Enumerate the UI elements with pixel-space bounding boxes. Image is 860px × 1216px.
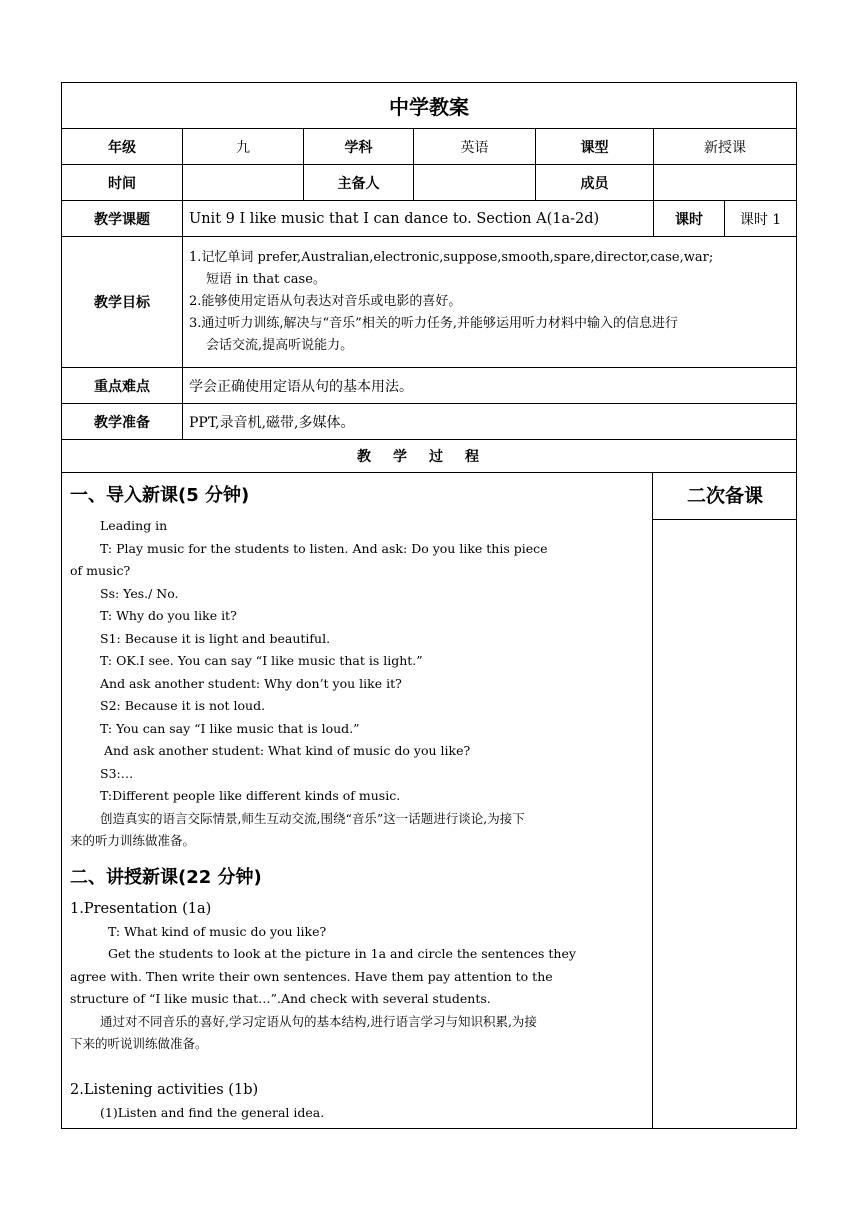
- time-label: 时间: [62, 165, 183, 201]
- text-line: agree with. Then write their own sentences. Have them pay attention to the: [70, 968, 553, 984]
- text-line: S3:…: [100, 765, 134, 781]
- text-line: (1)Listen and find the general idea.: [100, 1104, 325, 1120]
- objective-line: 3.通过听力训练,解决与“音乐”相关的听力任务,并能够运用听力材料中输入的信息进行: [189, 316, 678, 331]
- text-line: T: Play music for the students to listen. And ask: Do you like this piece: [100, 540, 548, 556]
- text-line: Leading in: [100, 518, 168, 533]
- objective-line: 2.能够使用定语从句表达对音乐或电影的喜好。: [189, 294, 462, 309]
- second-prep-heading: 二次备课: [653, 473, 797, 520]
- objective-line: 1.记忆单词 prefer,Australian,electronic,suppose,smooth,spare,director,case,war;: [189, 250, 714, 265]
- text-line: 来的听力训练做准备。: [70, 833, 196, 848]
- text-line: T:Different people like different kinds of music.: [100, 788, 401, 803]
- topic-label: 教学课题: [62, 201, 183, 237]
- grade-label: 年级: [62, 129, 183, 165]
- text-line: Get the students to look at the picture in 1a and circle the sentences they: [108, 946, 576, 961]
- lesson-plan: [61, 82, 796, 1129]
- period-label: 课时: [654, 201, 725, 237]
- text-line: T: What kind of music do you like?: [108, 923, 327, 939]
- section-heading: 一、导入新课(5 分钟): [70, 485, 250, 506]
- second-prep-column: [653, 473, 797, 1128]
- text-line: And ask another student: Why don’t you like it?: [100, 675, 402, 691]
- text-line: S2: Because it is not loud.: [100, 698, 266, 713]
- period-value: 课时 1: [725, 201, 797, 237]
- text-line: of music?: [70, 563, 131, 578]
- objective-line: 短语 in that case。: [206, 272, 326, 287]
- objective-line: 会话交流,提高听说能力。: [206, 338, 354, 353]
- text-line: S1: Because it is light and beautiful.: [100, 630, 331, 646]
- subsection-heading: 1.Presentation (1a): [70, 900, 212, 917]
- lesson-plan-table: [61, 82, 797, 1129]
- keypoints-label: 重点难点: [62, 368, 183, 404]
- lead-value: [414, 165, 536, 201]
- text-line: And ask another student: What kind of music do you like?: [100, 743, 471, 758]
- subject-label: 学科: [304, 129, 414, 165]
- type-value: 新授课: [654, 129, 797, 165]
- objectives-label: 教学目标: [62, 237, 183, 368]
- text-line: 创造真实的语言交际情景,师生互动交流,围绕“音乐”这一话题进行谈论,为接下: [100, 810, 525, 826]
- subsection-heading: 2.Listening activities (1b): [70, 1081, 259, 1098]
- subject-value: 英语: [414, 129, 536, 165]
- text-line: 通过对不同音乐的喜好,学习定语从句的基本结构,进行语言学习与知识积累,为接: [100, 1013, 537, 1029]
- time-value: [183, 165, 304, 201]
- keypoints-value: 学会正确使用定语从句的基本用法。: [183, 368, 797, 404]
- process-content: [62, 473, 653, 1128]
- member-value: [654, 165, 797, 201]
- grade-value: 九: [183, 129, 304, 165]
- prep-value: PPT,录音机,磁带,多媒体。: [183, 404, 797, 440]
- type-label: 课型: [536, 129, 654, 165]
- text-line: T: Why do you like it?: [100, 608, 237, 623]
- lead-label: 主备人: [304, 165, 414, 201]
- objectives-content: [183, 237, 797, 368]
- text-line: Ss: Yes./ No.: [100, 585, 179, 601]
- text-line: 下来的听说训练做准备。: [70, 1036, 208, 1051]
- prep-label: 教学准备: [62, 404, 183, 440]
- member-label: 成员: [536, 165, 654, 201]
- process-heading: 教学过程: [62, 440, 797, 473]
- section-heading: 二、讲授新课(22 分钟): [70, 866, 262, 888]
- text-line: T: You can say “I like music that is loud.”: [100, 720, 360, 736]
- process-body: [62, 473, 797, 1129]
- topic-value: Unit 9 I like music that I can dance to. Section A(1a-2d): [183, 201, 654, 237]
- text-line: structure of “I like music that…”.And check with several students.: [70, 991, 491, 1006]
- page-title: 中学教案: [62, 83, 797, 129]
- text-line: T: OK.I see. You can say “I like music that is light.”: [100, 653, 423, 668]
